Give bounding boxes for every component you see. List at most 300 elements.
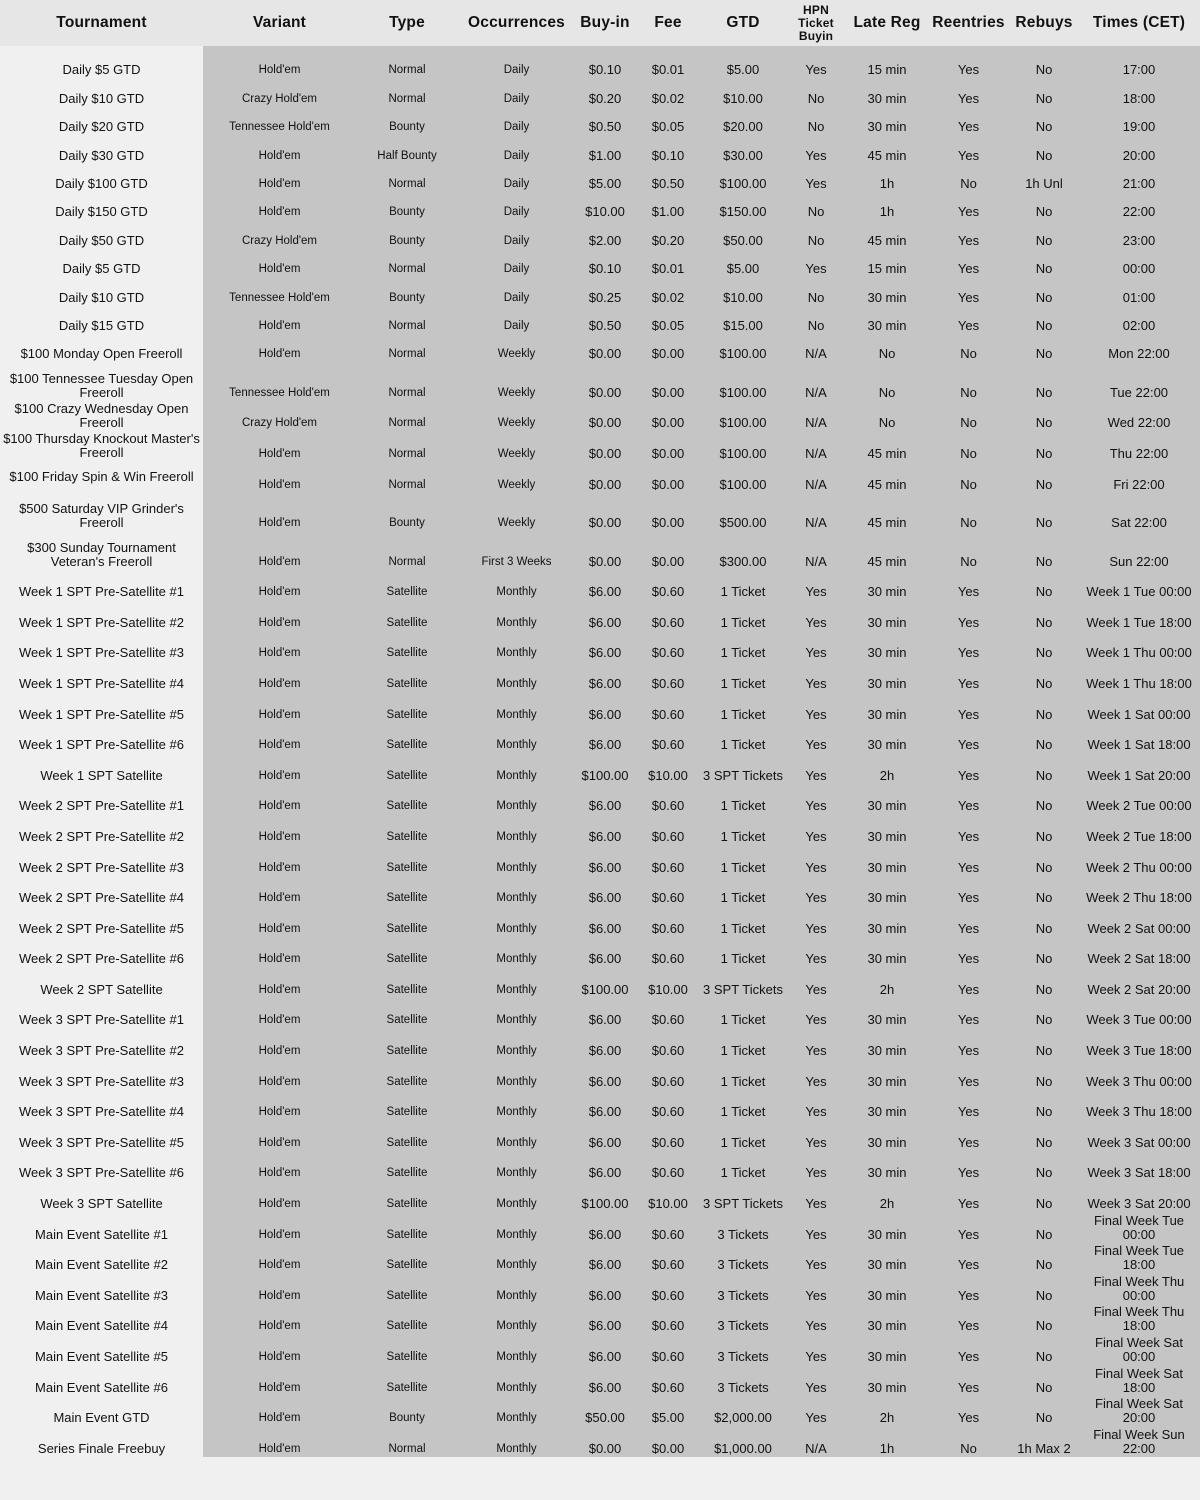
cell-occurrences: Monthly	[458, 1273, 575, 1304]
cell-rebuys: No	[1010, 1059, 1078, 1090]
cell-reentries: Yes	[927, 249, 1010, 277]
cell-occurrences: Weekly	[458, 362, 575, 401]
cell-hpn-ticket-buyin: No	[785, 220, 847, 248]
cell-tournament: Daily $150 GTD	[0, 192, 203, 220]
cell-buyin: $0.50	[575, 107, 635, 135]
cell-late-reg: 30 min	[847, 600, 927, 631]
header-type: Type	[356, 0, 458, 46]
cell-gtd: 1 Ticket	[701, 692, 785, 723]
cell-buyin: $6.00	[575, 906, 635, 937]
cell-fee: $0.60	[635, 937, 701, 968]
cell-reentries: Yes	[927, 1365, 1010, 1396]
cell-reentries: No	[927, 401, 1010, 432]
cell-tournament: $500 Saturday VIP Grinder's Freeroll	[0, 493, 203, 532]
cell-reentries: No	[927, 462, 1010, 493]
cell-rebuys: No	[1010, 306, 1078, 334]
cell-variant: Hold'em	[203, 493, 356, 532]
table-row	[0, 1181, 1200, 1212]
cell-late-reg: 30 min	[847, 814, 927, 845]
table-row	[0, 845, 1200, 876]
cell-rebuys: No	[1010, 1365, 1078, 1396]
cell-reentries: Yes	[927, 937, 1010, 968]
cell-variant: Hold'em	[203, 1151, 356, 1182]
cell-tournament: Week 3 SPT Pre-Satellite #5	[0, 1120, 203, 1151]
cell-occurrences: Weekly	[458, 493, 575, 532]
table-row	[0, 493, 1200, 532]
cell-gtd: 1 Ticket	[701, 998, 785, 1029]
cell-hpn-ticket-buyin: N/A	[785, 531, 847, 570]
table-row	[0, 1028, 1200, 1059]
cell-buyin: $50.00	[575, 1396, 635, 1427]
cell-fee: $0.00	[635, 431, 701, 462]
cell-hpn-ticket-buyin: Yes	[785, 1396, 847, 1427]
cell-gtd: 1 Ticket	[701, 1090, 785, 1121]
cell-reentries: Yes	[927, 845, 1010, 876]
cell-late-reg: 30 min	[847, 661, 927, 692]
cell-type: Satellite	[356, 1365, 458, 1396]
cell-rebuys: 1h Unl	[1010, 164, 1078, 192]
cell-variant: Hold'em	[203, 50, 356, 78]
cell-reentries: Yes	[927, 1243, 1010, 1274]
cell-variant: Hold'em	[203, 164, 356, 192]
cell-tournament: Daily $20 GTD	[0, 107, 203, 135]
cell-late-reg: 30 min	[847, 631, 927, 662]
cell-variant: Hold'em	[203, 906, 356, 937]
cell-times: 20:00	[1078, 135, 1200, 163]
cell-variant: Crazy Hold'em	[203, 78, 356, 106]
cell-rebuys: No	[1010, 876, 1078, 907]
table-row	[0, 661, 1200, 692]
header-rebuys: Rebuys	[1010, 0, 1078, 46]
cell-times: Final Week Sun 22:00	[1078, 1426, 1200, 1457]
cell-buyin: $0.10	[575, 50, 635, 78]
table-row	[0, 220, 1200, 248]
cell-times: Week 1 Sat 20:00	[1078, 753, 1200, 784]
cell-reentries: Yes	[927, 692, 1010, 723]
cell-buyin: $6.00	[575, 723, 635, 754]
cell-rebuys: No	[1010, 401, 1078, 432]
cell-reentries: No	[927, 531, 1010, 570]
cell-fee: $5.00	[635, 1396, 701, 1427]
cell-reentries: No	[927, 362, 1010, 401]
table-row	[0, 462, 1200, 493]
cell-late-reg: 30 min	[847, 906, 927, 937]
cell-buyin: $1.00	[575, 135, 635, 163]
table-row	[0, 362, 1200, 401]
cell-tournament: $100 Friday Spin & Win Freeroll	[0, 462, 203, 493]
cell-hpn-ticket-buyin: Yes	[785, 1120, 847, 1151]
cell-type: Normal	[356, 531, 458, 570]
cell-hpn-ticket-buyin: Yes	[785, 1304, 847, 1335]
cell-reentries: No	[927, 493, 1010, 532]
cell-type: Bounty	[356, 192, 458, 220]
cell-late-reg: 30 min	[847, 1028, 927, 1059]
cell-gtd: 3 Tickets	[701, 1334, 785, 1365]
header-hpn-ticket-buyin: HPN Ticket Buyin	[785, 0, 847, 46]
cell-type: Satellite	[356, 784, 458, 815]
cell-type: Satellite	[356, 1273, 458, 1304]
cell-buyin: $6.00	[575, 1212, 635, 1243]
cell-fee: $0.60	[635, 600, 701, 631]
cell-buyin: $100.00	[575, 753, 635, 784]
table-row	[0, 334, 1200, 362]
cell-hpn-ticket-buyin: No	[785, 78, 847, 106]
cell-rebuys: No	[1010, 1243, 1078, 1274]
cell-tournament: Daily $10 GTD	[0, 78, 203, 106]
cell-tournament: Week 3 SPT Pre-Satellite #6	[0, 1151, 203, 1182]
cell-rebuys: No	[1010, 107, 1078, 135]
cell-variant: Hold'em	[203, 1120, 356, 1151]
cell-gtd: 3 Tickets	[701, 1273, 785, 1304]
cell-variant: Hold'em	[203, 306, 356, 334]
cell-hpn-ticket-buyin: N/A	[785, 401, 847, 432]
cell-type: Satellite	[356, 1028, 458, 1059]
cell-occurrences: Daily	[458, 164, 575, 192]
cell-late-reg: 30 min	[847, 1090, 927, 1121]
cell-tournament: Main Event GTD	[0, 1396, 203, 1427]
cell-reentries: Yes	[927, 1181, 1010, 1212]
cell-occurrences: Monthly	[458, 1365, 575, 1396]
cell-buyin: $6.00	[575, 1151, 635, 1182]
cell-type: Bounty	[356, 493, 458, 532]
cell-late-reg: 30 min	[847, 1151, 927, 1182]
cell-gtd: $5.00	[701, 50, 785, 78]
header-fee: Fee	[635, 0, 701, 46]
cell-reentries: Yes	[927, 220, 1010, 248]
cell-late-reg: 45 min	[847, 135, 927, 163]
cell-gtd: $2,000.00	[701, 1396, 785, 1427]
cell-times: Final Week Sat 20:00	[1078, 1396, 1200, 1427]
cell-variant: Hold'em	[203, 967, 356, 998]
header-times: Times (CET)	[1078, 0, 1200, 46]
cell-variant: Hold'em	[203, 1243, 356, 1274]
cell-hpn-ticket-buyin: Yes	[785, 631, 847, 662]
cell-tournament: Daily $10 GTD	[0, 277, 203, 305]
cell-rebuys: No	[1010, 600, 1078, 631]
cell-rebuys: No	[1010, 1273, 1078, 1304]
cell-variant: Hold'em	[203, 1304, 356, 1335]
cell-type: Satellite	[356, 1090, 458, 1121]
cell-buyin: $0.00	[575, 362, 635, 401]
cell-variant: Tennessee Hold'em	[203, 277, 356, 305]
cell-late-reg: 30 min	[847, 306, 927, 334]
cell-occurrences: Monthly	[458, 845, 575, 876]
cell-variant: Tennessee Hold'em	[203, 362, 356, 401]
cell-reentries: Yes	[927, 600, 1010, 631]
cell-fee: $0.05	[635, 306, 701, 334]
header-reentries: Reentries	[927, 0, 1010, 46]
cell-gtd: $100.00	[701, 334, 785, 362]
header-late-reg: Late Reg	[847, 0, 927, 46]
cell-hpn-ticket-buyin: Yes	[785, 998, 847, 1029]
cell-type: Normal	[356, 164, 458, 192]
cell-type: Normal	[356, 362, 458, 401]
cell-type: Normal	[356, 249, 458, 277]
cell-reentries: Yes	[927, 1090, 1010, 1121]
cell-hpn-ticket-buyin: Yes	[785, 1243, 847, 1274]
cell-type: Normal	[356, 78, 458, 106]
cell-times: Week 3 Sat 00:00	[1078, 1120, 1200, 1151]
cell-rebuys: No	[1010, 661, 1078, 692]
table-row	[0, 1304, 1200, 1335]
cell-late-reg: 30 min	[847, 1365, 927, 1396]
cell-buyin: $6.00	[575, 661, 635, 692]
table-row	[0, 1273, 1200, 1304]
cell-buyin: $6.00	[575, 631, 635, 662]
cell-reentries: Yes	[927, 784, 1010, 815]
cell-rebuys: No	[1010, 814, 1078, 845]
cell-fee: $0.60	[635, 1365, 701, 1396]
cell-gtd: $100.00	[701, 362, 785, 401]
cell-gtd: 1 Ticket	[701, 570, 785, 601]
cell-occurrences: Monthly	[458, 723, 575, 754]
cell-tournament: Week 1 SPT Pre-Satellite #4	[0, 661, 203, 692]
cell-occurrences: Daily	[458, 50, 575, 78]
cell-type: Satellite	[356, 692, 458, 723]
cell-reentries: Yes	[927, 723, 1010, 754]
cell-buyin: $6.00	[575, 692, 635, 723]
cell-tournament: Week 1 SPT Pre-Satellite #1	[0, 570, 203, 601]
cell-variant: Hold'em	[203, 998, 356, 1029]
cell-occurrences: Weekly	[458, 462, 575, 493]
cell-buyin: $6.00	[575, 570, 635, 601]
cell-fee: $0.60	[635, 570, 701, 601]
table-row	[0, 249, 1200, 277]
cell-times: Week 3 Tue 18:00	[1078, 1028, 1200, 1059]
cell-type: Normal	[356, 401, 458, 432]
cell-gtd: $100.00	[701, 462, 785, 493]
cell-times: Week 2 Tue 18:00	[1078, 814, 1200, 845]
cell-times: Week 1 Tue 00:00	[1078, 570, 1200, 601]
cell-occurrences: Daily	[458, 107, 575, 135]
table-row	[0, 1120, 1200, 1151]
cell-buyin: $0.00	[575, 531, 635, 570]
cell-hpn-ticket-buyin: N/A	[785, 334, 847, 362]
cell-variant: Hold'em	[203, 249, 356, 277]
cell-hpn-ticket-buyin: N/A	[785, 1426, 847, 1457]
cell-fee: $0.60	[635, 845, 701, 876]
cell-gtd: 3 SPT Tickets	[701, 1181, 785, 1212]
cell-reentries: Yes	[927, 78, 1010, 106]
cell-buyin: $0.50	[575, 306, 635, 334]
cell-tournament: Main Event Satellite #1	[0, 1212, 203, 1243]
cell-tournament: Week 1 SPT Pre-Satellite #5	[0, 692, 203, 723]
cell-late-reg: 30 min	[847, 723, 927, 754]
cell-fee: $0.10	[635, 135, 701, 163]
cell-variant: Tennessee Hold'em	[203, 107, 356, 135]
cell-hpn-ticket-buyin: Yes	[785, 249, 847, 277]
cell-variant: Hold'em	[203, 334, 356, 362]
cell-times: Final Week Tue 18:00	[1078, 1243, 1200, 1274]
cell-rebuys: No	[1010, 906, 1078, 937]
table-row	[0, 937, 1200, 968]
cell-late-reg: 2h	[847, 1396, 927, 1427]
cell-rebuys: No	[1010, 937, 1078, 968]
cell-buyin: $6.00	[575, 1334, 635, 1365]
cell-variant: Hold'em	[203, 814, 356, 845]
cell-hpn-ticket-buyin: Yes	[785, 661, 847, 692]
cell-tournament: $100 Thursday Knockout Master's Freeroll	[0, 431, 203, 462]
cell-hpn-ticket-buyin: Yes	[785, 164, 847, 192]
cell-hpn-ticket-buyin: Yes	[785, 753, 847, 784]
cell-hpn-ticket-buyin: Yes	[785, 600, 847, 631]
cell-hpn-ticket-buyin: Yes	[785, 1273, 847, 1304]
cell-gtd: 1 Ticket	[701, 1151, 785, 1182]
cell-buyin: $0.00	[575, 431, 635, 462]
cell-fee: $10.00	[635, 967, 701, 998]
cell-hpn-ticket-buyin: Yes	[785, 1365, 847, 1396]
cell-tournament: Week 3 SPT Pre-Satellite #4	[0, 1090, 203, 1121]
cell-occurrences: Monthly	[458, 1120, 575, 1151]
cell-gtd: $100.00	[701, 164, 785, 192]
cell-type: Normal	[356, 1426, 458, 1457]
cell-variant: Crazy Hold'em	[203, 401, 356, 432]
cell-fee: $0.60	[635, 1334, 701, 1365]
cell-occurrences: Monthly	[458, 1028, 575, 1059]
cell-rebuys: No	[1010, 135, 1078, 163]
cell-times: Final Week Thu 18:00	[1078, 1304, 1200, 1335]
cell-late-reg: 30 min	[847, 277, 927, 305]
cell-reentries: Yes	[927, 192, 1010, 220]
cell-buyin: $6.00	[575, 876, 635, 907]
cell-times: Week 3 Thu 18:00	[1078, 1090, 1200, 1121]
cell-occurrences: Daily	[458, 220, 575, 248]
table-row	[0, 1426, 1200, 1457]
table-body	[0, 46, 1200, 1457]
cell-variant: Hold'em	[203, 462, 356, 493]
cell-tournament: Main Event Satellite #6	[0, 1365, 203, 1396]
cell-hpn-ticket-buyin: Yes	[785, 814, 847, 845]
table-row	[0, 1059, 1200, 1090]
cell-gtd: 1 Ticket	[701, 937, 785, 968]
cell-tournament: Week 2 SPT Pre-Satellite #3	[0, 845, 203, 876]
cell-type: Satellite	[356, 631, 458, 662]
cell-buyin: $0.00	[575, 334, 635, 362]
cell-times: 02:00	[1078, 306, 1200, 334]
cell-type: Satellite	[356, 937, 458, 968]
cell-occurrences: First 3 Weeks	[458, 531, 575, 570]
cell-fee: $0.60	[635, 1059, 701, 1090]
table-row	[0, 631, 1200, 662]
cell-variant: Hold'em	[203, 845, 356, 876]
cell-variant: Hold'em	[203, 1181, 356, 1212]
cell-variant: Hold'em	[203, 135, 356, 163]
cell-gtd: 3 Tickets	[701, 1212, 785, 1243]
cell-gtd: 3 SPT Tickets	[701, 967, 785, 998]
cell-gtd: $1,000.00	[701, 1426, 785, 1457]
cell-times: Week 3 Sat 18:00	[1078, 1151, 1200, 1182]
cell-occurrences: Monthly	[458, 1304, 575, 1335]
cell-late-reg: 15 min	[847, 249, 927, 277]
table-row	[0, 1334, 1200, 1365]
cell-hpn-ticket-buyin: Yes	[785, 135, 847, 163]
cell-occurrences: Monthly	[458, 1059, 575, 1090]
cell-rebuys: No	[1010, 784, 1078, 815]
cell-rebuys: No	[1010, 1151, 1078, 1182]
cell-buyin: $2.00	[575, 220, 635, 248]
cell-occurrences: Monthly	[458, 906, 575, 937]
cell-times: Week 3 Sat 20:00	[1078, 1181, 1200, 1212]
cell-reentries: No	[927, 1426, 1010, 1457]
cell-tournament: Week 2 SPT Satellite	[0, 967, 203, 998]
cell-times: 00:00	[1078, 249, 1200, 277]
cell-times: Week 2 Sat 00:00	[1078, 906, 1200, 937]
cell-variant: Hold'em	[203, 1334, 356, 1365]
cell-late-reg: 30 min	[847, 1304, 927, 1335]
cell-late-reg: 1h	[847, 164, 927, 192]
cell-type: Satellite	[356, 753, 458, 784]
cell-occurrences: Monthly	[458, 784, 575, 815]
cell-late-reg: 2h	[847, 1181, 927, 1212]
cell-reentries: Yes	[927, 1212, 1010, 1243]
cell-buyin: $6.00	[575, 1028, 635, 1059]
cell-reentries: Yes	[927, 814, 1010, 845]
cell-tournament: Week 1 SPT Satellite	[0, 753, 203, 784]
cell-buyin: $6.00	[575, 1365, 635, 1396]
cell-reentries: Yes	[927, 876, 1010, 907]
cell-tournament: Daily $5 GTD	[0, 50, 203, 78]
cell-late-reg: 30 min	[847, 78, 927, 106]
cell-tournament: Week 1 SPT Pre-Satellite #2	[0, 600, 203, 631]
cell-rebuys: No	[1010, 692, 1078, 723]
cell-gtd: $150.00	[701, 192, 785, 220]
cell-variant: Hold'em	[203, 661, 356, 692]
cell-fee: $0.60	[635, 1304, 701, 1335]
cell-buyin: $6.00	[575, 998, 635, 1029]
cell-tournament: Week 2 SPT Pre-Satellite #1	[0, 784, 203, 815]
cell-fee: $0.00	[635, 493, 701, 532]
cell-reentries: Yes	[927, 753, 1010, 784]
cell-late-reg: 30 min	[847, 1059, 927, 1090]
table-row	[0, 814, 1200, 845]
cell-times: Week 2 Sat 18:00	[1078, 937, 1200, 968]
cell-late-reg: 30 min	[847, 876, 927, 907]
cell-variant: Hold'em	[203, 1365, 356, 1396]
cell-fee: $0.60	[635, 998, 701, 1029]
cell-type: Satellite	[356, 814, 458, 845]
cell-occurrences: Monthly	[458, 1090, 575, 1121]
cell-variant: Hold'em	[203, 784, 356, 815]
cell-gtd: 1 Ticket	[701, 906, 785, 937]
cell-type: Bounty	[356, 277, 458, 305]
cell-tournament: $300 Sunday Tournament Veteran's Freeroll	[0, 531, 203, 570]
cell-late-reg: 30 min	[847, 998, 927, 1029]
cell-reentries: Yes	[927, 306, 1010, 334]
cell-type: Satellite	[356, 1212, 458, 1243]
cell-tournament: Week 2 SPT Pre-Satellite #5	[0, 906, 203, 937]
cell-occurrences: Weekly	[458, 334, 575, 362]
cell-times: 18:00	[1078, 78, 1200, 106]
cell-tournament: Daily $15 GTD	[0, 306, 203, 334]
cell-occurrences: Monthly	[458, 1243, 575, 1274]
cell-type: Normal	[356, 462, 458, 493]
cell-tournament: Main Event Satellite #5	[0, 1334, 203, 1365]
cell-late-reg: 30 min	[847, 1273, 927, 1304]
table-row	[0, 431, 1200, 462]
cell-reentries: No	[927, 164, 1010, 192]
cell-variant: Hold'em	[203, 1059, 356, 1090]
cell-gtd: $10.00	[701, 277, 785, 305]
cell-late-reg: No	[847, 334, 927, 362]
cell-fee: $0.00	[635, 1426, 701, 1457]
cell-rebuys: No	[1010, 277, 1078, 305]
cell-tournament: Main Event Satellite #4	[0, 1304, 203, 1335]
cell-fee: $0.05	[635, 107, 701, 135]
cell-rebuys: No	[1010, 998, 1078, 1029]
cell-variant: Hold'em	[203, 1212, 356, 1243]
cell-gtd: 1 Ticket	[701, 723, 785, 754]
cell-tournament: Week 3 SPT Pre-Satellite #3	[0, 1059, 203, 1090]
